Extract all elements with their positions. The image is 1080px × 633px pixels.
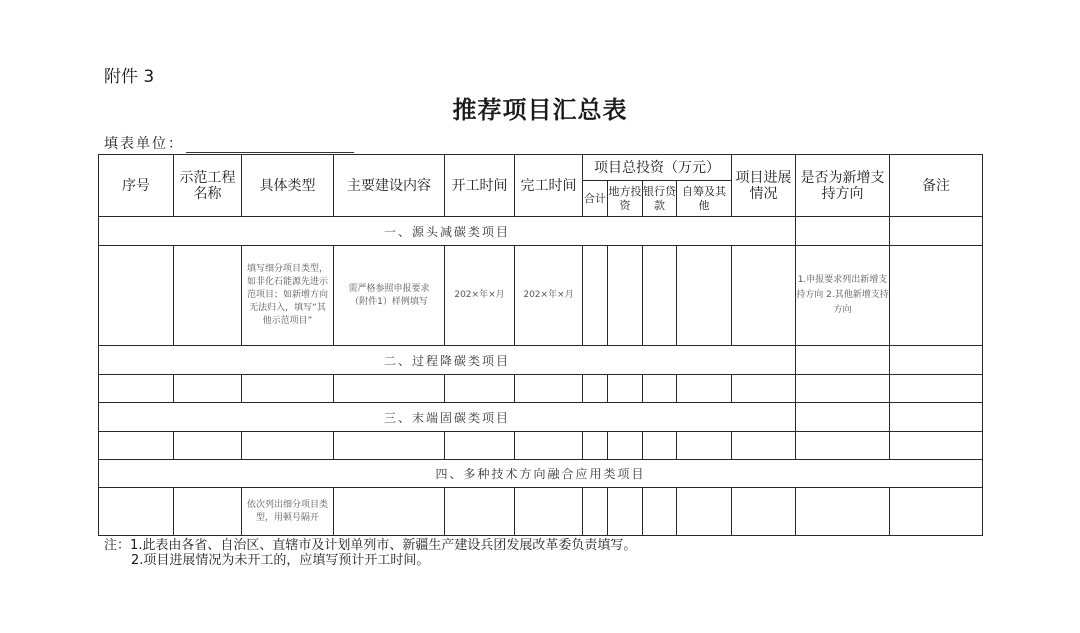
col-invest-loan: 银行贷款 [643,181,677,217]
col-name: 示范工程名称 [174,155,242,217]
fill-unit-blank [186,138,354,153]
fill-unit-field [104,133,354,153]
table-row [99,375,983,403]
col-type: 具体类型 [242,155,334,217]
section-row-4 [99,460,983,488]
fill-unit-label: 填表单位： [104,136,184,152]
header-row-1 [99,155,983,181]
table-row [99,488,983,536]
col-remark: 备注 [890,155,983,217]
example-end: 202×年×月 [515,246,583,346]
col-new-direction: 是否为新增支持方向 [796,155,890,217]
section-row-3 [99,403,983,432]
section-row-2 [99,346,983,375]
table-row [99,432,983,460]
col-content: 主要建设内容 [334,155,445,217]
section-label-3: 三、末端固碳类项目 [99,403,796,432]
col-seq: 序号 [99,155,174,217]
example-new-direction: 1.申报要求列出新增支持方向 2.其他新增支持方向 [796,246,890,346]
summary-table [98,154,983,536]
col-invest-local: 地方投资 [608,181,643,217]
notes [104,538,636,568]
col-end: 完工时间 [515,155,583,217]
section-label-4: 四、多种技术方向融合应用类项目 [99,460,983,488]
section-label-2: 二、过程降碳类项目 [99,346,796,375]
example-start: 202×年×月 [445,246,515,346]
page-title: 推荐项目汇总表 [452,95,628,124]
col-start: 开工时间 [445,155,515,217]
example-type-4: 依次列出细分项目类型，用顿号隔开 [242,488,334,536]
note-2: 2.项目进展情况为未开工的，应填写预计开工时间。 [131,553,430,568]
col-invest: 项目总投资（万元） [583,155,732,181]
example-content: 需严格参照申报要求（附件1）样例填写 [334,246,445,346]
col-invest-self: 自筹及其他 [677,181,732,217]
col-invest-total: 合计 [583,181,608,217]
col-progress: 项目进展情况 [732,155,796,217]
section-row-1 [99,217,983,246]
attachment-label: 附件 3 [104,67,155,87]
note-1: 注：1.此表由各省、自治区、直辖市及计划单列市、新疆生产建设兵团发展改革委负责填写。 [104,538,637,553]
table-row [99,246,983,346]
section-label-1: 一、源头减碳类项目 [99,217,796,246]
example-type: 填写细分项目类型，如非化石能源先进示范项目；如新增方向无法归入，填写“其他示范项目” [242,246,334,346]
